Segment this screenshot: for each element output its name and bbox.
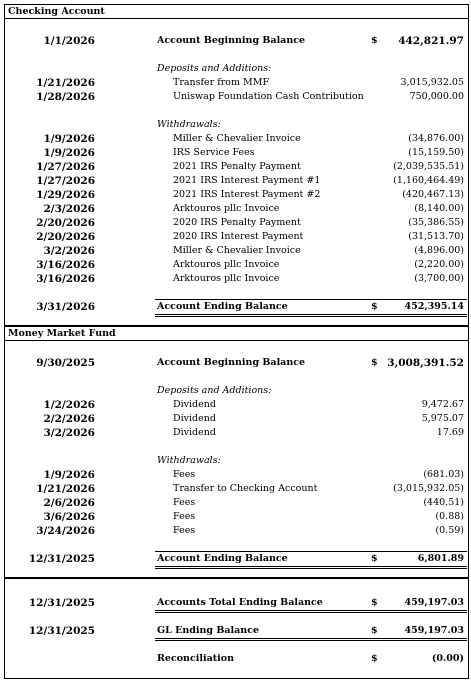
table-row bbox=[5, 146, 468, 160]
checking-deposits-heading-row bbox=[5, 62, 468, 76]
row-amount: (34,876.00) bbox=[408, 133, 464, 144]
gl-ending-row bbox=[5, 624, 468, 638]
table-row bbox=[5, 524, 468, 538]
row-desc: 2021 IRS Penalty Payment bbox=[173, 161, 301, 172]
row-label: Account Ending Balance bbox=[157, 553, 288, 564]
row-amount: 6,801.89 bbox=[417, 553, 464, 564]
row-date: 3/16/2026 bbox=[36, 259, 95, 271]
row-amount: (0.59) bbox=[435, 525, 464, 536]
table-row bbox=[5, 202, 468, 216]
double-underline bbox=[155, 638, 467, 641]
row-desc: Miller & Chevalier Invoice bbox=[173, 133, 301, 144]
row-label: Accounts Total Ending Balance bbox=[157, 597, 323, 608]
row-amount: 452,395.14 bbox=[404, 301, 464, 312]
double-underline bbox=[155, 610, 467, 613]
row-amount: (3,700.00) bbox=[414, 273, 464, 284]
table-row bbox=[5, 496, 468, 510]
row-date: 1/21/2026 bbox=[36, 77, 95, 89]
double-underline bbox=[155, 566, 467, 569]
row-desc: Dividend bbox=[173, 427, 216, 438]
table-row bbox=[5, 482, 468, 496]
row-amount: 3,015,932.05 bbox=[400, 77, 464, 88]
row-desc: Dividend bbox=[173, 413, 216, 424]
withdrawals-heading: Withdrawals: bbox=[157, 119, 221, 130]
row-amount: (31,513.70) bbox=[408, 231, 464, 242]
row-desc: 2020 IRS Penalty Payment bbox=[173, 217, 301, 228]
dollar-sign: $ bbox=[371, 625, 378, 636]
row-desc: 2020 IRS Interest Payment bbox=[173, 231, 304, 242]
table-row bbox=[5, 426, 468, 440]
row-date: 3/16/2026 bbox=[36, 273, 95, 285]
row-date: 2/20/2026 bbox=[36, 217, 95, 229]
dollar-sign: $ bbox=[371, 553, 378, 564]
row-date: 1/27/2026 bbox=[36, 161, 95, 173]
mmf-withdrawals-heading-row bbox=[5, 454, 468, 468]
row-date: 12/31/2025 bbox=[28, 553, 95, 565]
section-divider bbox=[5, 577, 468, 579]
row-date: 1/21/2026 bbox=[36, 483, 95, 495]
row-date: 1/9/2026 bbox=[43, 469, 95, 481]
table-row bbox=[5, 76, 468, 90]
row-desc: IRS Service Fees bbox=[173, 147, 255, 158]
table-row bbox=[5, 468, 468, 482]
row-date: 3/2/2026 bbox=[43, 427, 95, 439]
row-desc: Arktouros pllc Invoice bbox=[173, 273, 280, 284]
row-desc: Transfer from MMF bbox=[173, 77, 270, 88]
mmf-beginning-row bbox=[5, 356, 468, 370]
row-amount: (2,039,535.51) bbox=[393, 161, 464, 172]
table-row bbox=[5, 216, 468, 230]
reconciliation-row bbox=[5, 652, 468, 666]
row-amount: (0.00) bbox=[431, 653, 464, 664]
row-desc: 2021 IRS Interest Payment #2 bbox=[173, 189, 321, 200]
accounts-total-row bbox=[5, 596, 468, 610]
row-date: 2/20/2026 bbox=[36, 231, 95, 243]
row-desc: Fees bbox=[173, 497, 196, 508]
table-row bbox=[5, 272, 468, 286]
reconciliation-sheet bbox=[4, 4, 469, 679]
dollar-sign: $ bbox=[371, 653, 378, 664]
withdrawals-heading: Withdrawals: bbox=[157, 455, 221, 466]
row-desc: Dividend bbox=[173, 399, 216, 410]
row-amount: 17.69 bbox=[436, 427, 464, 438]
row-desc: Arktouros pllc Invoice bbox=[173, 259, 280, 270]
row-desc: Uniswap Foundation Cash Contribution bbox=[173, 91, 364, 102]
checking-beginning-row bbox=[5, 34, 468, 48]
row-amount: 3,008,391.52 bbox=[387, 357, 464, 369]
row-date: 1/9/2026 bbox=[43, 133, 95, 145]
table-row bbox=[5, 510, 468, 524]
row-date: 2/3/2026 bbox=[43, 203, 95, 215]
mmf-ending-row bbox=[5, 552, 468, 566]
mmf-deposits-heading-row bbox=[5, 384, 468, 398]
row-date: 12/31/2025 bbox=[28, 597, 95, 609]
row-desc: Fees bbox=[173, 525, 196, 536]
row-amount: (8,140.00) bbox=[414, 203, 464, 214]
row-date: 1/1/2026 bbox=[43, 35, 95, 47]
table-row bbox=[5, 132, 468, 146]
row-label: Reconciliation bbox=[157, 653, 234, 664]
table-row bbox=[5, 244, 468, 258]
row-amount: 9,472.67 bbox=[421, 399, 464, 410]
table-row bbox=[5, 230, 468, 244]
double-underline bbox=[155, 314, 467, 317]
checking-section-title: Checking Account bbox=[5, 5, 468, 19]
row-date: 1/28/2026 bbox=[36, 91, 95, 103]
row-amount: (681.03) bbox=[423, 469, 464, 480]
row-amount: (420,467.13) bbox=[402, 189, 464, 200]
row-label: Account Ending Balance bbox=[157, 301, 288, 312]
dollar-sign: $ bbox=[371, 35, 378, 46]
row-date: 1/2/2026 bbox=[43, 399, 95, 411]
row-date: 12/31/2025 bbox=[28, 625, 95, 637]
row-date: 3/6/2026 bbox=[43, 511, 95, 523]
row-date: 1/27/2026 bbox=[36, 175, 95, 187]
checking-ending-row bbox=[5, 300, 468, 314]
row-label: Account Beginning Balance bbox=[157, 357, 306, 368]
row-date: 2/2/2026 bbox=[43, 413, 95, 425]
row-amount: (3,015,932.05) bbox=[393, 483, 464, 494]
row-date: 2/6/2026 bbox=[43, 497, 95, 509]
table-row bbox=[5, 188, 468, 202]
row-desc: Miller & Chevalier Invoice bbox=[173, 245, 301, 256]
row-date: 9/30/2025 bbox=[36, 357, 95, 369]
row-amount: (35,386.55) bbox=[408, 217, 464, 228]
table-row bbox=[5, 258, 468, 272]
row-amount: 442,821.97 bbox=[398, 35, 464, 47]
row-amount: (1,160,464.49) bbox=[393, 175, 464, 186]
row-date: 1/29/2026 bbox=[36, 189, 95, 201]
row-date: 3/2/2026 bbox=[43, 245, 95, 257]
table-row bbox=[5, 90, 468, 104]
deposits-heading: Deposits and Additions: bbox=[157, 385, 272, 396]
checking-withdrawals-heading-row bbox=[5, 118, 468, 132]
row-desc: 2021 IRS Interest Payment #1 bbox=[173, 175, 321, 186]
row-amount: 5,975.07 bbox=[421, 413, 464, 424]
row-desc: Fees bbox=[173, 469, 196, 480]
dollar-sign: $ bbox=[371, 357, 378, 368]
table-row bbox=[5, 412, 468, 426]
row-amount: (15,159.50) bbox=[408, 147, 464, 158]
row-label: GL Ending Balance bbox=[157, 625, 260, 636]
row-amount: 459,197.03 bbox=[404, 625, 464, 636]
table-row bbox=[5, 174, 468, 188]
mmf-section-title: Money Market Fund bbox=[5, 327, 468, 341]
row-amount: 750,000.00 bbox=[409, 91, 464, 102]
dollar-sign: $ bbox=[371, 597, 378, 608]
row-desc: Fees bbox=[173, 511, 196, 522]
row-desc: Transfer to Checking Account bbox=[173, 483, 318, 494]
row-date: 3/24/2026 bbox=[36, 525, 95, 537]
row-amount: (440.51) bbox=[423, 497, 464, 508]
table-row bbox=[5, 398, 468, 412]
row-amount: (2,220.00) bbox=[414, 259, 464, 270]
deposits-heading: Deposits and Additions: bbox=[157, 63, 272, 74]
row-amount: 459,197.03 bbox=[404, 597, 464, 608]
row-amount: (0.88) bbox=[435, 511, 464, 522]
table-row bbox=[5, 160, 468, 174]
row-amount: (4,896.00) bbox=[414, 245, 464, 256]
row-desc: Arktouros pllc Invoice bbox=[173, 203, 280, 214]
dollar-sign: $ bbox=[371, 301, 378, 312]
row-date: 3/31/2026 bbox=[36, 301, 95, 313]
row-label: Account Beginning Balance bbox=[157, 35, 306, 46]
row-date: 1/9/2026 bbox=[43, 147, 95, 159]
